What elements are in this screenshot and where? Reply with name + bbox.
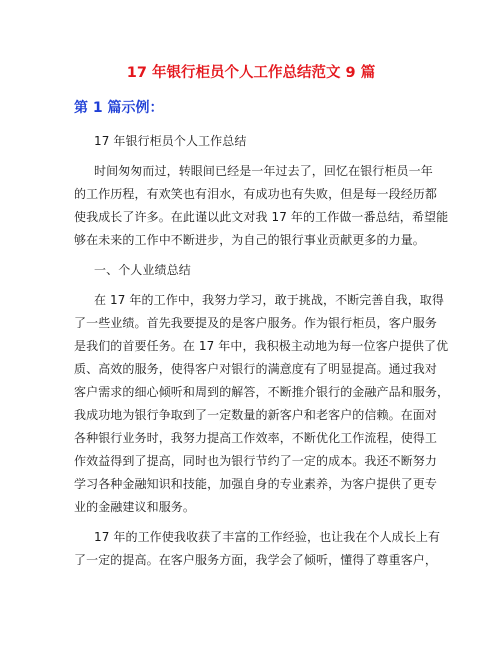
section-heading: 第 1 篇示例： [74, 100, 164, 116]
paragraph-line: 质、高效的服务，使得客户对银行的满意度有了明显提高。通过我对 [74, 362, 438, 376]
paragraph-line: 够在未来的工作中不断进步，为自己的银行事业贡献更多的力量。 [74, 233, 425, 247]
paragraph-line: 是我们的首要任务。在 17 年中，我积极主动地为每一位客户提供了优 [74, 339, 449, 353]
paragraph-line: 使我成长了许多。在此谨以此文对我 17 年的工作做一番总结，希望能 [74, 210, 449, 224]
document-title: 17 年银行柜员个人工作总结范文 9 篇 [126, 65, 376, 81]
paragraph-line: 各种银行业务时，我努力提高工作效率，不断优化工作流程，使得工 [74, 431, 438, 445]
subheading-line: 一、个人业绩总结 [94, 263, 191, 277]
paragraph-line: 业的金融建议和服务。 [74, 500, 196, 514]
paragraph-line: 的工作历程，有欢笑也有泪水，有成功也有失败，但是每一段经历都 [74, 187, 438, 201]
paragraph-line: 了一些业绩。首先我要提及的是客户服务。作为银行柜员，客户服务 [74, 316, 438, 330]
paragraph-line: 客户需求的细心倾听和周到的解答，不断推介银行的金融产品和服务， [74, 385, 450, 399]
paragraph-line: 我成功地为银行争取到了一定数量的新客户和老客户的信赖。在面对 [74, 408, 438, 422]
subtitle-line: 17 年银行柜员个人工作总结 [94, 134, 247, 148]
paragraph-line: 作效益得到了提高，同时也为银行节约了一定的成本。我还不断努力 [74, 454, 438, 468]
paragraph-line: 了一定的提高。在客户服务方面，我学会了倾听，懂得了尊重客户， [74, 553, 438, 567]
paragraph-line: 时间匆匆而过，转眼间已经是一年过去了，回忆在银行柜员一年 [94, 164, 433, 178]
paragraph-line: 17 年的工作使我收获了丰富的工作经验，也让我在个人成长上有 [94, 530, 441, 544]
paragraph-line: 学习各种金融知识和技能，加强自身的专业素养，为客户提供了更专 [74, 477, 438, 491]
paragraph-line: 在 17 年的工作中，我努力学习，敢于挑战，不断完善自我，取得 [94, 293, 445, 307]
